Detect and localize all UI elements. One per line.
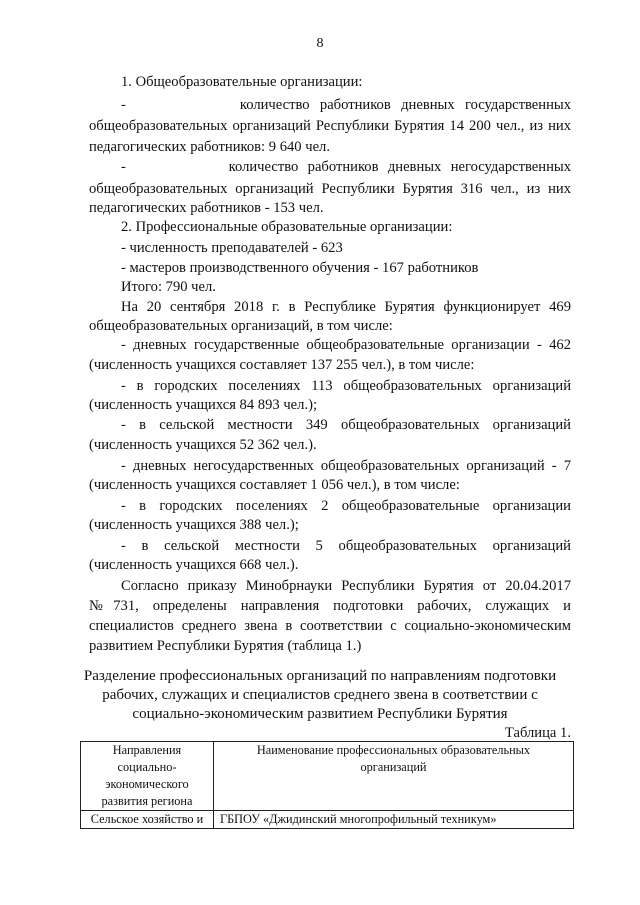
text-line: - дневных негосударственных общеобразовательных организаций - 7 <box>121 458 571 474</box>
text-line: специалистов среднего звена в соответствии с социально-экономическим <box>89 618 571 634</box>
text-line: Согласно приказу Минобрнауки Республики Бурятия от 20.04.2017 <box>121 578 571 594</box>
table-caption-line: социально-экономическим развитием Республики Бурятия <box>132 706 508 722</box>
page-number: 8 <box>316 36 324 51</box>
text-line: - количество работников дневных государственных <box>121 97 571 113</box>
header-line: организаций <box>360 760 427 774</box>
text-line: общеобразовательных организаций, в том числе: <box>89 318 393 334</box>
text-line: общеобразовательных организаций Республики Бурятия 14 200 чел., из них <box>89 118 571 134</box>
text-line: (численность учащихся составляет 137 255 чел.), в том числе: <box>89 357 475 373</box>
header-line: развития региона <box>101 794 193 808</box>
text-line: - в городских поселениях 113 общеобразовательных организаций <box>121 378 571 394</box>
text-line: - дневных государственные общеобразовательные организации - 462 <box>121 337 571 353</box>
header-line: экономического <box>105 777 189 791</box>
table-caption-line: рабочих, служащих и специалистов среднего звена в соответствии с <box>102 687 538 703</box>
text-line: - в городских поселениях 2 общеобразовательные организации <box>121 498 571 514</box>
text-line: - в сельской местности 5 общеобразовательных организаций <box>121 538 571 554</box>
text-line: №731, определены направления подготовки рабочих, служащих и <box>89 598 571 614</box>
table-header-row <box>81 742 574 811</box>
text-line: (численность учащихся 388 чел.); <box>89 517 299 533</box>
cell-organization: ГБПОУ «Джидинский многопрофильный техникум» <box>214 811 574 829</box>
text-line: - количество работников дневных негосударственных <box>121 159 571 175</box>
text-line: (численность учащихся 84 893 чел.); <box>89 397 318 413</box>
header-line: Наименование профессиональных образовательных <box>256 743 531 757</box>
text-line: 1. Общеобразовательные организации: <box>121 74 363 90</box>
text-line: педагогических работников: 9 640 чел. <box>89 139 330 155</box>
text-line: - мастеров производственного обучения - 167 работников <box>121 260 479 276</box>
text-line: 2. Профессиональные образовательные организации: <box>121 219 453 235</box>
text-line: общеобразовательных организаций Республики Бурятия 316 чел., из них <box>89 181 571 197</box>
text-line: развитием Республики Бурятия (таблица 1.) <box>89 638 362 654</box>
table-row <box>81 811 574 829</box>
text-line: (численность учащихся 52 362 чел.). <box>89 437 317 453</box>
header-line: Направления <box>112 743 182 757</box>
header-cell-organizations <box>214 742 574 811</box>
text-line: (численность учащихся составляет 1 056 чел.), в том числе: <box>89 477 460 493</box>
table-caption-line: Разделение профессиональных организаций по направлениям подготовки <box>83 668 557 684</box>
text-line: На 20 сентября 2018 г. в Республике Бурятия функционирует 469 <box>121 299 571 315</box>
header-line: социально- <box>117 760 177 774</box>
text-line: - в сельской местности 349 общеобразовательных организаций <box>121 417 571 433</box>
text-line: Итого: 790 чел. <box>121 279 216 295</box>
table-label: Таблица 1. <box>504 725 571 741</box>
directions-table <box>80 741 574 829</box>
text-line: (численность учащихся 668 чел.). <box>89 557 299 573</box>
cell-direction: Сельское хозяйство и <box>81 811 214 829</box>
text-line: - численность преподавателей - 623 <box>121 240 343 256</box>
text-line: педагогических работников - 153 чел. <box>89 200 324 216</box>
header-cell-direction <box>81 742 214 811</box>
